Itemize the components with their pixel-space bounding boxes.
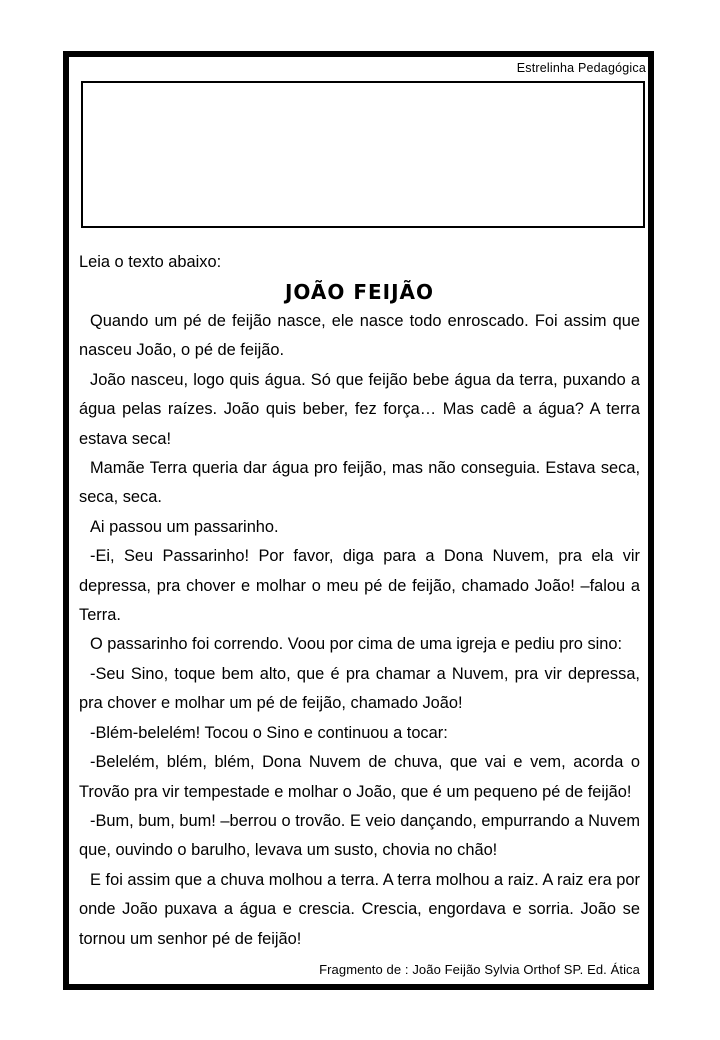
story-paragraph: Mamãe Terra queria dar água pro feijão, mas não conseguia. Estava seca, seca, seca. bbox=[79, 459, 640, 507]
brand-header: Estrelinha Pedagógica bbox=[516, 61, 646, 75]
worksheet-page bbox=[63, 51, 654, 990]
instruction-text: Leia o texto abaixo: bbox=[79, 253, 222, 271]
story-title: JOÃO FEIJÃO bbox=[284, 280, 435, 304]
story-paragraph: -Bum, bum, bum! –berrou o trovão. E veio dançando, empurrando a Nuvem que, ouvindo o barulho, levava um susto, chovia no chão! bbox=[79, 811, 640, 860]
story-paragraph: João nasceu, logo quis água. Só que feijão bebe água da terra, puxando a água pelas raízes. João quis beber, fez força… Mas cadê a água? A terra estava seca! bbox=[79, 370, 640, 448]
story-paragraph: E foi assim que a chuva molhou a terra. A terra molhou a raiz. A raiz era por onde João puxava a água e crescia. Crescia, engordava e sorria. João se tornou um senhor pé de feijão! bbox=[79, 870, 640, 948]
story-paragraph: -Blém-belelém! Tocou o Sino e continuou a tocar: bbox=[90, 723, 448, 742]
story-paragraph: Ai passou um passarinho. bbox=[90, 517, 279, 536]
story-paragraph: O passarinho foi correndo. Voou por cima de uma igreja e pediu pro sino: bbox=[90, 635, 623, 654]
story-paragraph: -Ei, Seu Passarinho! Por favor, diga para a Dona Nuvem, pra ela vir depressa, pra chover e molhar o meu pé de feijão, chamado João! –falou a Terra. bbox=[79, 547, 640, 625]
story-paragraphs bbox=[79, 307, 640, 954]
story-paragraph: -Seu Sino, toque bem alto, que é pra chamar a Nuvem, pra vir depressa, pra chover e molhar um pé de feijão, chamado João! bbox=[79, 664, 640, 713]
story-paragraph: Quando um pé de feijão nasce, ele nasce todo enroscado. Foi assim que nasceu João, o pé de feijão. bbox=[79, 312, 640, 360]
story-paragraph: -Belelém, blém, blém, Dona Nuvem de chuva, que vai e vem, acorda o Trovão pra vir tempestade e molhar o João, que é um pequeno pé de feijão! bbox=[79, 753, 640, 801]
source-citation: Fragmento de : João Feijão Sylvia Orthof SP. Ed. Ática bbox=[319, 962, 640, 977]
illustration-box bbox=[81, 81, 645, 228]
